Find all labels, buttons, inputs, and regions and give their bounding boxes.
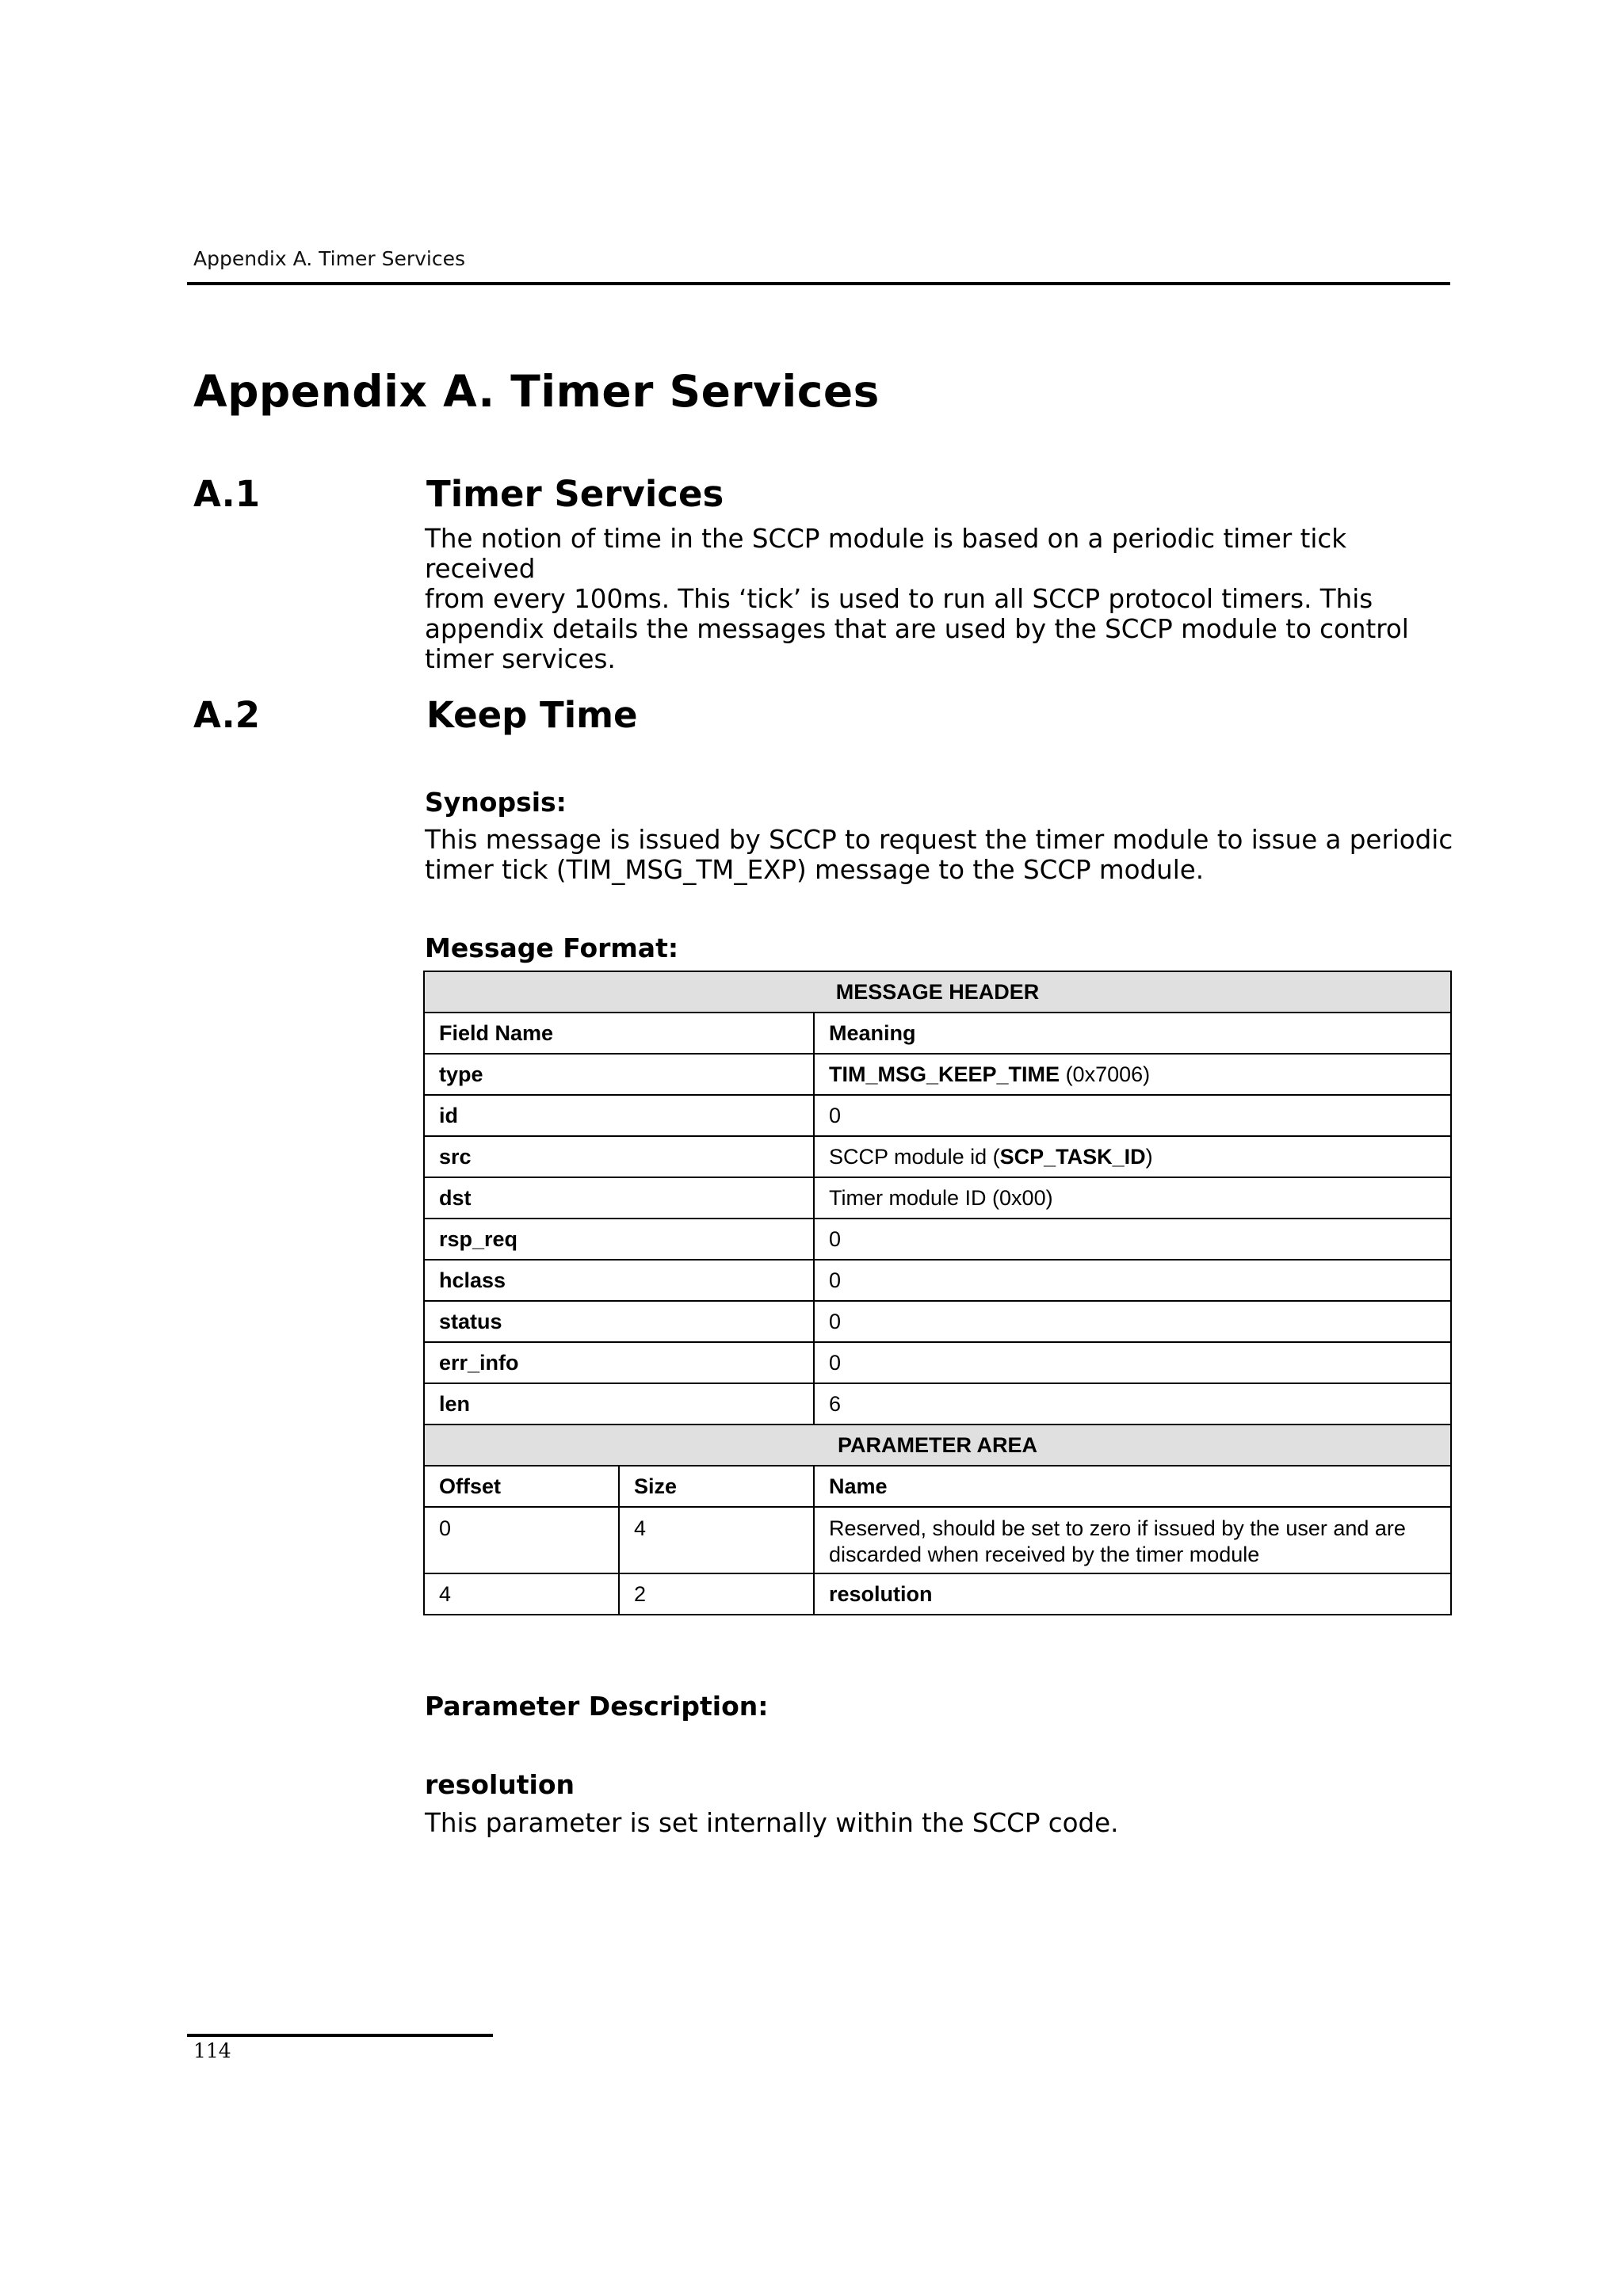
size-column-header: Size [619,1466,814,1507]
meaning-column-header: Meaning [814,1013,1451,1054]
parameter-description: This parameter is set internally within the SCCP code. [425,1808,1119,1838]
text-line: timer services. [425,644,616,674]
field-name-cell: rsp_req [424,1219,814,1260]
section-a1-number: A.1 [193,473,261,515]
meaning-cell [814,1136,1451,1177]
table-row [424,1507,1451,1573]
text-line: The notion of time in the SCCP module is based on a periodic timer tick received [425,524,1347,584]
message-format-label: Message Format: [425,933,679,963]
synopsis-label: Synopsis: [425,787,567,818]
text-line: from every 100ms. This ‘tick’ is used to run all SCCP protocol timers. This [425,584,1373,614]
table-header-row [424,1466,1451,1507]
text-line: appendix details the messages that are used by the SCCP module to control [425,614,1409,644]
name-column-header: Name [814,1466,1451,1507]
message-header-band: MESSAGE HEADER [424,971,1451,1013]
offset-cell: 4 [424,1573,619,1615]
field-name-cell: status [424,1301,814,1342]
footer-rule [187,2034,493,2037]
name-cell [814,1507,1451,1573]
text-line: Reserved, should be set to zero if issued by the user and are [829,1516,1406,1540]
field-name-cell: len [424,1383,814,1425]
offset-cell: 0 [424,1507,619,1573]
offset-column-header: Offset [424,1466,619,1507]
table-row [424,1219,1451,1260]
header-rule [187,282,1450,285]
meaning-cell [814,1054,1451,1095]
field-name-cell: id [424,1095,814,1136]
src-suffix: ) [1145,1144,1153,1169]
meaning-cell: 6 [814,1383,1451,1425]
text-line: timer tick (TIM_MSG_TM_EXP) message to the SCCP module. [425,855,1205,885]
field-name-cell: src [424,1136,814,1177]
table-band-row [424,1425,1451,1466]
src-task-id: SCP_TASK_ID [999,1144,1146,1169]
table-row [424,1342,1451,1383]
message-type-value: TIM_MSG_KEEP_TIME [829,1062,1060,1086]
chapter-title: Appendix A. Timer Services [193,366,880,417]
field-name-cell: dst [424,1177,814,1219]
section-a1-title: Timer Services [426,473,724,515]
field-name-cell: type [424,1054,814,1095]
parameter-name: resolution [425,1769,575,1800]
section-a2-title: Keep Time [426,694,638,736]
table-row [424,1136,1451,1177]
table-row [424,1301,1451,1342]
name-cell: resolution [814,1573,1451,1615]
page-number: 114 [193,2039,231,2062]
text-line: This message is issued by SCCP to request the timer module to issue a periodic [425,825,1453,855]
size-cell: 2 [619,1573,814,1615]
meaning-cell: 0 [814,1260,1451,1301]
field-name-column-header: Field Name [424,1013,814,1054]
section-a2-number: A.2 [193,694,261,736]
text-line: discarded when received by the timer module [829,1543,1260,1566]
table-band-row [424,971,1451,1013]
field-name-cell: err_info [424,1342,814,1383]
parameter-description-label: Parameter Description: [425,1691,769,1722]
table-row [424,1260,1451,1301]
size-cell: 4 [619,1507,814,1573]
table-row [424,1177,1451,1219]
table-row [424,1573,1451,1615]
meaning-cell: Timer module ID (0x00) [814,1177,1451,1219]
parameter-area-band: PARAMETER AREA [424,1425,1451,1466]
table-row [424,1095,1451,1136]
meaning-cell: 0 [814,1301,1451,1342]
message-type-code: (0x7006) [1060,1062,1151,1086]
message-format-table [423,971,1452,1615]
field-name-cell: hclass [424,1260,814,1301]
table-header-row [424,1013,1451,1054]
src-prefix: SCCP module id ( [829,1144,1000,1169]
table-row [424,1383,1451,1425]
meaning-cell: 0 [814,1342,1451,1383]
table-row [424,1054,1451,1095]
synopsis-paragraph [425,825,1455,885]
section-a1-paragraph [425,524,1455,674]
meaning-cell: 0 [814,1219,1451,1260]
running-header: Appendix A. Timer Services [193,247,466,270]
meaning-cell: 0 [814,1095,1451,1136]
